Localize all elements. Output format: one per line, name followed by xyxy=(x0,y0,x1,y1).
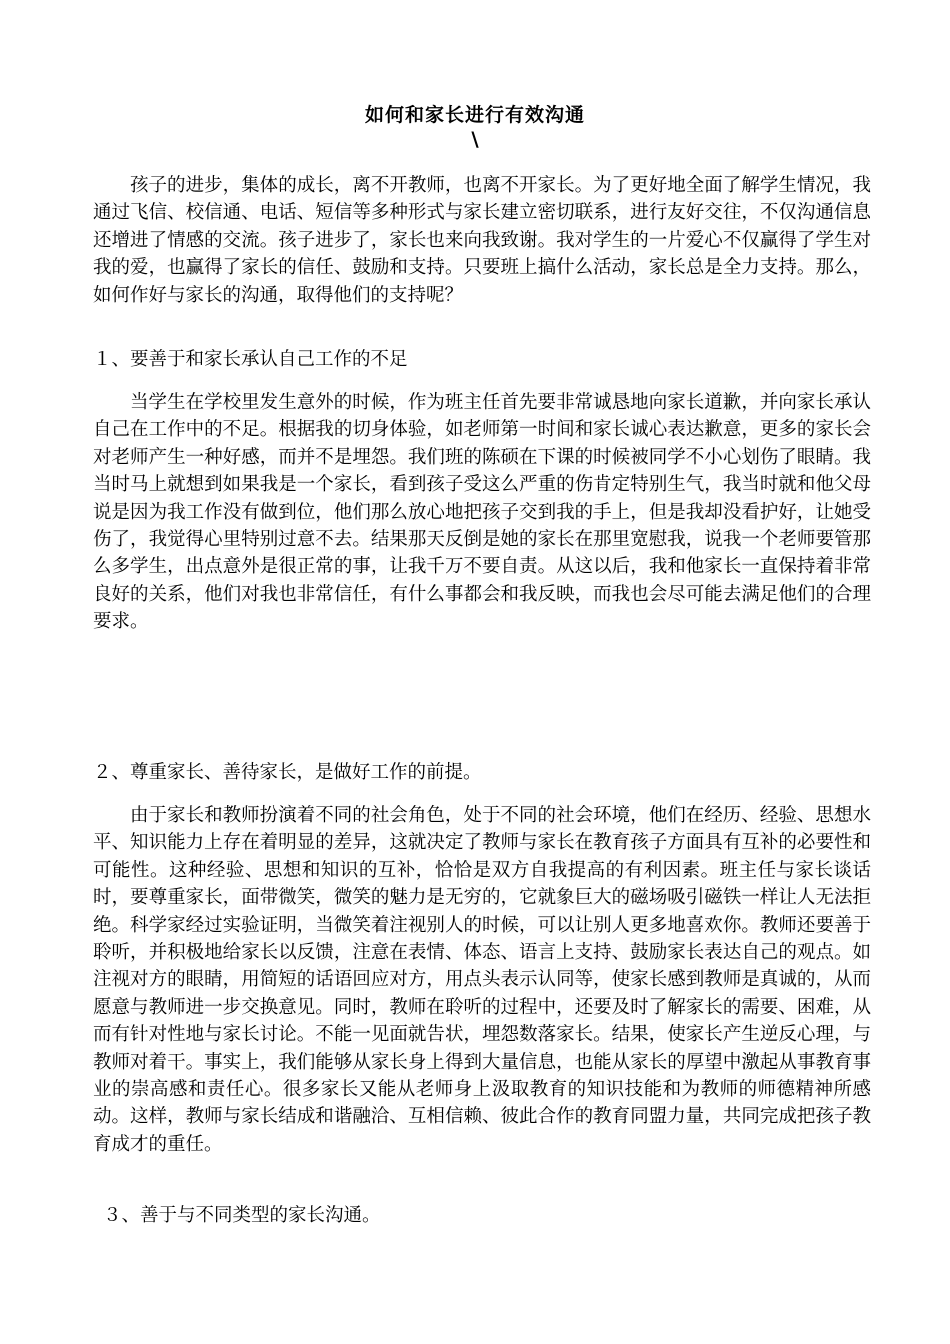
document-title: 如何和家长进行有效沟通 xyxy=(364,104,585,126)
section-3-heading: ３、善于与不同类型的家长沟通。 xyxy=(103,1205,381,1226)
section-1-heading: １、要善于和家长承认自己工作的不足 xyxy=(93,349,408,370)
section-2-heading: ２、尊重家长、善待家长，是做好工作的前提。 xyxy=(93,762,482,783)
section-1-body: 当学生在学校里发生意外的时候，作为班主任首先要非常诚恳地向家长道歉，并向家长承认自己在工作中的不足。根据我的切身体验，如老师第一时间和家长诚心表达歉意，更多的家长会对老师产生一种好感，而并不是埋怨。我们班的陈硕在下课的时候被同学不小心划伤了眼睛。我当时马上就想到如果我是一个家长，看到孩子受这么严重的伤肯定特别生气，我当时就和他父母说是因为我工作没有做到位，他们那么放心地把孩子交到我的手上，但是我却没看护好，让她受伤了，我觉得心里特别过意不去。结果那天反倒是她的家长在那里宽慰我，说我一个老师要管那么多学生，出点意外是很正常的事，让我千万不要自责。从这以后，我和他家长一直保持着非常良好的关系，他们对我也非常信任，有什么事都会和我反映，而我也会尽可能去满足他们的合理要求。 xyxy=(93,392,871,633)
title-mark: \ xyxy=(471,127,479,151)
intro-paragraph: 孩子的进步，集体的成长，离不开教师，也离不开家长。为了更好地全面了解学生情况，我通过飞信、校信通、电话、短信等多种形式与家长建立密切联系，进行友好交往，不仅沟通信息还增进了情感的交流。孩子进步了，家长也来向我致谢。我对学生的一片爱心不仅赢得了学生对我的爱，也赢得了家长的信任、鼓励和支持。只要班上搞什么活动，家长总是全力支持。那么，如何作好与家长的沟通，取得他们的支持呢？ xyxy=(93,175,871,306)
section-2-body: 由于家长和教师扮演着不同的社会角色，处于不同的社会环境，他们在经历、经验、思想水平、知识能力上存在着明显的差异，这就决定了教师与家长在教育孩子方面具有互补的必要性和可能性。这种经验、思想和知识的互补，恰恰是双方自我提高的有利因素。班主任与家长谈话时，要尊重家长，面带微笑，微笑的魅力是无穷的，它就象巨大的磁场吸引磁铁一样让人无法拒绝。科学家经过实验证明，当微笑着注视别人的时候，可以让别人更多地喜欢你。教师还要善于聆听，并积极地给家长以反馈，注意在表情、体态、语言上支持、鼓励家长表达自己的观点。如注视对方的眼睛，用简短的话语回应对方，用点头表示认同等，使家长感到教师是真诚的，从而愿意与教师进一步交换意见。同时，教师在聆听的过程中，还要及时了解家长的需要、困难，从而有针对性地与家长讨论。不能一见面就告状，埋怨数落家长。结果，使家长产生逆反心理，与教师对着干。事实上，我们能够从家长身上得到大量信息，也能从家长的厚望中激起从事教育事业的崇高感和责任心。很多家长又能从老师身上汲取教育的知识技能和为教师的师德精神所感动。这样，教师与家长结成和谐融洽、互相信赖、彼此合作的教育同盟力量，共同完成把孩子教育成才的重任。 xyxy=(93,805,871,1155)
